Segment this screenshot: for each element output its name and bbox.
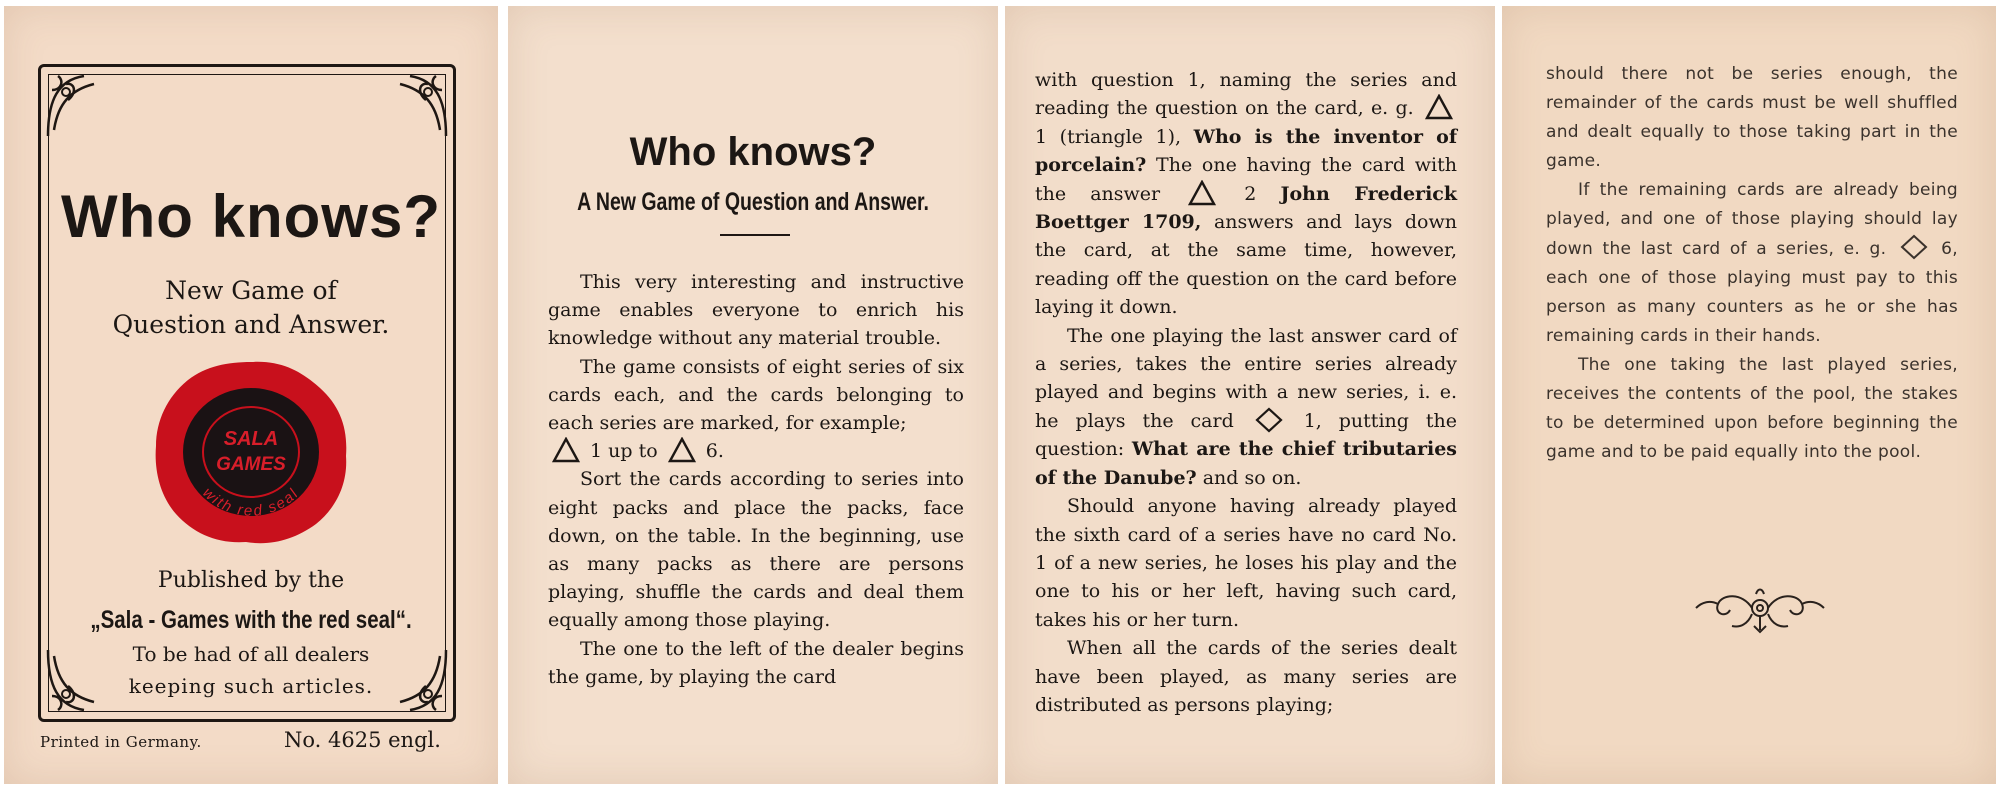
catalog-number: No. 4625 engl. [284,728,441,752]
seal-text-sala: SALA [223,428,279,450]
rules-card-2 [1005,6,1495,784]
cover-card [4,6,498,784]
rules-text-2 [1035,66,1457,719]
corner-ornament-icon [44,70,114,140]
printed-in: Printed in Germany. [40,733,202,751]
page-subtitle: A New Game of Question and Answer. [577,188,929,216]
triangle-icon [552,437,580,463]
diamond-icon [1900,234,1928,260]
rules-card-3 [1502,6,1996,784]
paragraph: The one taking the last played series, receives the contents of the pool, the stakes to be determined upon before beginning the game and to be paid equally into the pool. [1546,355,1958,462]
triangle-icon [1188,180,1216,206]
paragraph: The one to the left of the dealer begins the game, by playing the card [548,637,964,688]
paragraph: should there not be series enough, the remainder of the cards must be well shuffled and dealt equally to those taking part in the game. [1546,64,1958,171]
corner-ornament-icon [380,70,450,140]
triangle-icon [1425,94,1453,120]
paragraph: The one playing the last answer card of a series, takes the entire series already played and begins with a new series, i. e. he plays the card 1, putting the question: What are the chief tributaries of the Danube? and so on. [1035,324,1457,489]
rules-card-1 [508,6,998,784]
title-divider [720,234,790,236]
paragraph: This very interesting and instructive game enables everyone to enrich his knowledge without any material trouble. [548,271,964,350]
paragraph: Should anyone having already played the sixth card of a series have no card No. 1 of a new series, he loses his play and the one to his or her left, having such card, takes his or her turn. [1035,495,1457,631]
ornament-icon [1692,582,1828,638]
triangle-icon [668,437,696,463]
paragraph: Sort the cards according to series into eight packs and place the packs, face down, on the table. In the beginning, use as many packs as there are persons playing, shuffle the cards and deal them equally among those playing. [548,468,964,632]
publisher-name: „Sala - Games with the red seal“. [90,606,412,634]
dealers-line2: keeping such articles. [128,674,374,698]
seal-ring-text: with red seal [199,484,303,520]
cover-title: Who knows? [61,183,441,250]
cover-subtitle-line2: Question and Answer. [112,310,390,339]
diamond-icon [1255,407,1283,433]
seal-text-games: GAMES [216,454,286,475]
cover-subtitle-line1: New Game of [165,276,337,305]
page-title: Who knows? [629,130,877,174]
paragraph: The game consists of eight series of six cards each, and the cards belonging to each series are marked, for example; 1 up to 6. [548,355,964,463]
dealers-line1: To be had of all dealers [132,642,370,666]
red-seal-logo [152,358,350,546]
rules-text-1 [548,268,964,691]
paragraph: When all the cards of the series dealt have been played, as many series are distributed as persons playing; [1035,637,1457,716]
published-by: Published by the [157,568,345,593]
paragraph: If the remaining cards are already being played, and one of those playing should lay down the last card of a series, e. g. 6, each one of those playing must pay to this person as many counters as he or she has remaining cards in their hands. [1546,180,1958,346]
paragraph: with question 1, naming the series and reading the question on the card, e. g. 1 (triangle 1), Who is the inventor of porcelain? The one having the card with the answer 2 John Frederick Boettger 1709, answers and lays down the card, at the same time, however, reading off the question on the card before laying it down. [1035,69,1458,319]
rules-text-3 [1546,60,1958,467]
